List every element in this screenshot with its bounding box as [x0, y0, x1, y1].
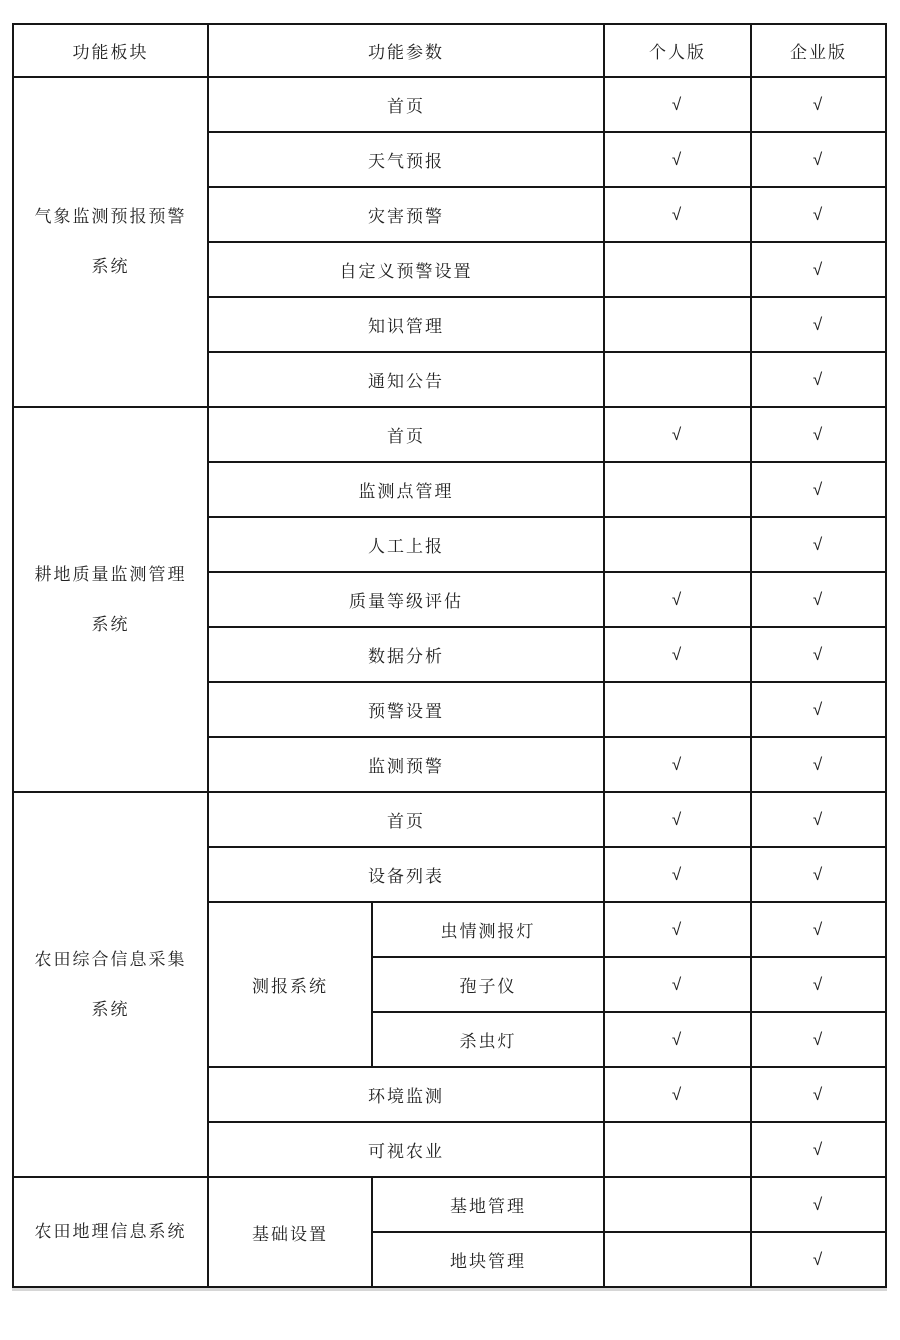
param-cell: 地块管理 [372, 1232, 604, 1287]
enterprise-check-cell: √ [751, 1232, 886, 1287]
param-cell: 可视农业 [208, 1122, 604, 1177]
param-cell: 人工上报 [208, 517, 604, 572]
enterprise-check-cell: √ [751, 902, 886, 957]
param-cell: 质量等级评估 [208, 572, 604, 627]
enterprise-check-cell: √ [751, 187, 886, 242]
enterprise-check-cell: √ [751, 1012, 886, 1067]
param-cell: 基地管理 [372, 1177, 604, 1232]
enterprise-check-cell: √ [751, 462, 886, 517]
module-farmland-quality [13, 407, 208, 792]
personal-check-cell [604, 1177, 751, 1232]
enterprise-check-cell: √ [751, 1122, 886, 1177]
enterprise-check-cell: √ [751, 1177, 886, 1232]
param-cell: 环境监测 [208, 1067, 604, 1122]
param-cell: 监测预警 [208, 737, 604, 792]
personal-check-cell: √ [604, 187, 751, 242]
param-cell: 虫情测报灯 [372, 902, 604, 957]
enterprise-check-cell: √ [751, 737, 886, 792]
module-label: 耕地质量监测管理系统 [34, 564, 187, 634]
enterprise-check-cell: √ [751, 77, 886, 132]
param-cell: 首页 [208, 77, 604, 132]
param-cell: 孢子仪 [372, 957, 604, 1012]
header-module: 功能板块 [13, 24, 208, 77]
personal-check-cell: √ [604, 407, 751, 462]
param-cell: 数据分析 [208, 627, 604, 682]
enterprise-check-cell: √ [751, 297, 886, 352]
param-cell: 通知公告 [208, 352, 604, 407]
enterprise-check-cell: √ [751, 682, 886, 737]
header-personal: 个人版 [604, 24, 751, 77]
feature-comparison-table [12, 23, 887, 1288]
enterprise-check-cell: √ [751, 847, 886, 902]
param-cell: 杀虫灯 [372, 1012, 604, 1067]
personal-check-cell: √ [604, 77, 751, 132]
personal-check-cell: √ [604, 627, 751, 682]
personal-check-cell: √ [604, 572, 751, 627]
personal-check-cell [604, 1122, 751, 1177]
personal-check-cell: √ [604, 737, 751, 792]
personal-check-cell [604, 517, 751, 572]
module-label: 农田地理信息系统 [34, 1222, 187, 1241]
enterprise-check-cell: √ [751, 242, 886, 297]
table-row [13, 407, 886, 462]
enterprise-check-cell: √ [751, 407, 886, 462]
personal-check-cell: √ [604, 847, 751, 902]
param-cell: 知识管理 [208, 297, 604, 352]
personal-check-cell [604, 242, 751, 297]
param-cell: 首页 [208, 792, 604, 847]
enterprise-check-cell: √ [751, 627, 886, 682]
personal-check-cell: √ [604, 957, 751, 1012]
table-row [13, 1177, 886, 1232]
module-label: 农田综合信息采集系统 [34, 949, 187, 1019]
personal-check-cell: √ [604, 792, 751, 847]
enterprise-check-cell: √ [751, 957, 886, 1012]
param-cell: 设备列表 [208, 847, 604, 902]
enterprise-check-cell: √ [751, 132, 886, 187]
enterprise-check-cell: √ [751, 1067, 886, 1122]
table-header-row [13, 24, 886, 77]
enterprise-check-cell: √ [751, 792, 886, 847]
subgroup-basic-settings: 基础设置 [208, 1177, 372, 1287]
personal-check-cell: √ [604, 132, 751, 187]
enterprise-check-cell: √ [751, 352, 886, 407]
personal-check-cell: √ [604, 1067, 751, 1122]
header-param: 功能参数 [208, 24, 604, 77]
personal-check-cell [604, 462, 751, 517]
header-enterprise: 企业版 [751, 24, 886, 77]
param-cell: 监测点管理 [208, 462, 604, 517]
enterprise-check-cell: √ [751, 572, 886, 627]
personal-check-cell: √ [604, 1012, 751, 1067]
module-weather-system [13, 77, 208, 407]
param-cell: 预警设置 [208, 682, 604, 737]
enterprise-check-cell: √ [751, 517, 886, 572]
module-field-info-collection [13, 792, 208, 1177]
personal-check-cell: √ [604, 902, 751, 957]
table-row [13, 792, 886, 847]
subgroup-report-system: 测报系统 [208, 902, 372, 1067]
param-cell: 自定义预警设置 [208, 242, 604, 297]
personal-check-cell [604, 352, 751, 407]
table-row [13, 77, 886, 132]
personal-check-cell [604, 297, 751, 352]
module-label: 气象监测预报预警系统 [34, 207, 187, 276]
param-cell: 首页 [208, 407, 604, 462]
param-cell: 天气预报 [208, 132, 604, 187]
param-cell: 灾害预警 [208, 187, 604, 242]
module-field-gis [13, 1177, 208, 1287]
personal-check-cell [604, 1232, 751, 1287]
personal-check-cell [604, 682, 751, 737]
